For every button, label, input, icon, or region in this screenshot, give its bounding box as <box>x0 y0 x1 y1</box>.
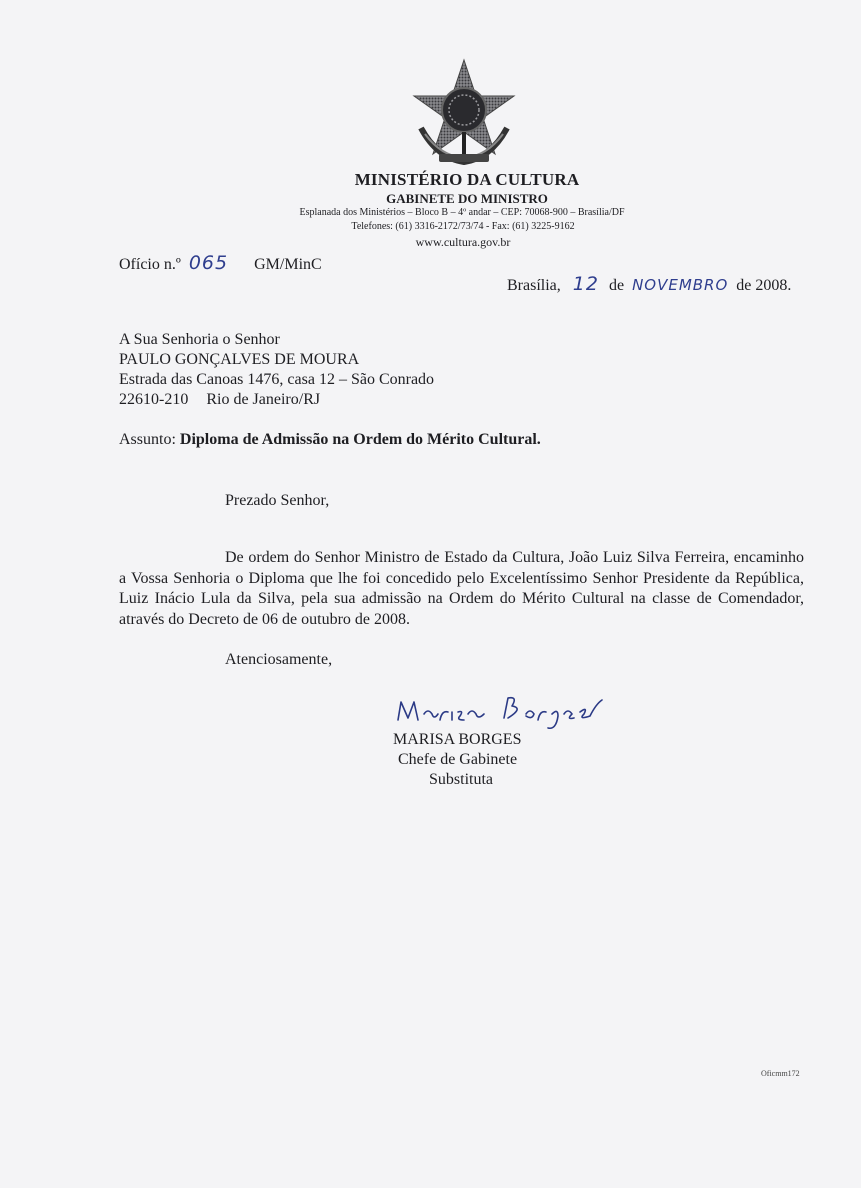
ministry-title: MINISTÉRIO DA CULTURA <box>354 170 580 189</box>
coat-of-arms-emblem <box>407 58 522 170</box>
closing: Atenciosamente, <box>225 651 333 668</box>
reference-line <box>119 252 322 274</box>
date-city: Brasília, <box>507 277 561 294</box>
handwritten-signature <box>392 690 606 734</box>
recipient-city: Rio de Janeiro/RJ <box>206 391 321 408</box>
date-month-handwritten: NOVEMBRO <box>632 276 729 294</box>
header-address: Esplanada dos Ministérios – Bloco B – 4º andar – CEP: 70068-900 – Brasília/DF <box>299 207 625 218</box>
recipient-postal-code: 22610-210 <box>119 391 189 408</box>
date-connector-1: de <box>608 277 625 294</box>
recipient-name: PAULO GONÇALVES DE MOURA <box>119 351 360 368</box>
reference-prefix: Ofício n.º <box>119 256 181 273</box>
reference-suffix: GM/MinC <box>254 256 322 273</box>
subject-text: Diploma de Admissão na Ordem do Mérito Cultural. <box>179 431 541 448</box>
subject-line <box>119 431 541 449</box>
greeting: Prezado Senhor, <box>225 492 330 509</box>
reference-number-handwritten: 065 <box>188 252 229 274</box>
recipient-street: Estrada das Canoas 1476, casa 12 – São Conrado <box>119 371 435 388</box>
signer-title: Chefe de Gabinete <box>398 751 518 768</box>
header-website: www.cultura.gov.br <box>415 235 511 249</box>
date-line <box>507 273 791 295</box>
cabinet-title: GABINETE DO MINISTRO <box>386 191 548 206</box>
date-day-handwritten: 12 <box>572 273 599 295</box>
date-year: de 2008. <box>736 277 792 294</box>
header-phones: Telefones: (61) 3316-2172/73/74 - Fax: (61) 3225-9162 <box>351 221 575 232</box>
recipient-city-line <box>119 391 320 409</box>
subject-label: Assunto: <box>119 431 176 448</box>
signer-name: MARISA BORGES <box>393 731 522 748</box>
body-paragraph: De ordem do Senhor Ministro de Estado da Cultura, João Luiz Silva Ferreira, encaminho a Vossa Senhoria o Diploma que lhe foi concedido pelo Excelentíssimo Senhor Presidente da República, Luiz Inácio Lula da Silva, pela sua admissão na Ordem do Mérito Cultural na classe de Comendador, através do Decreto de 06 de outubro de 2008. <box>119 549 804 628</box>
recipient-salutation: A Sua Senhoria o Senhor <box>119 331 280 348</box>
footer-document-code: Oficmm172 <box>761 1069 800 1078</box>
signer-subtitle: Substituta <box>429 771 494 788</box>
